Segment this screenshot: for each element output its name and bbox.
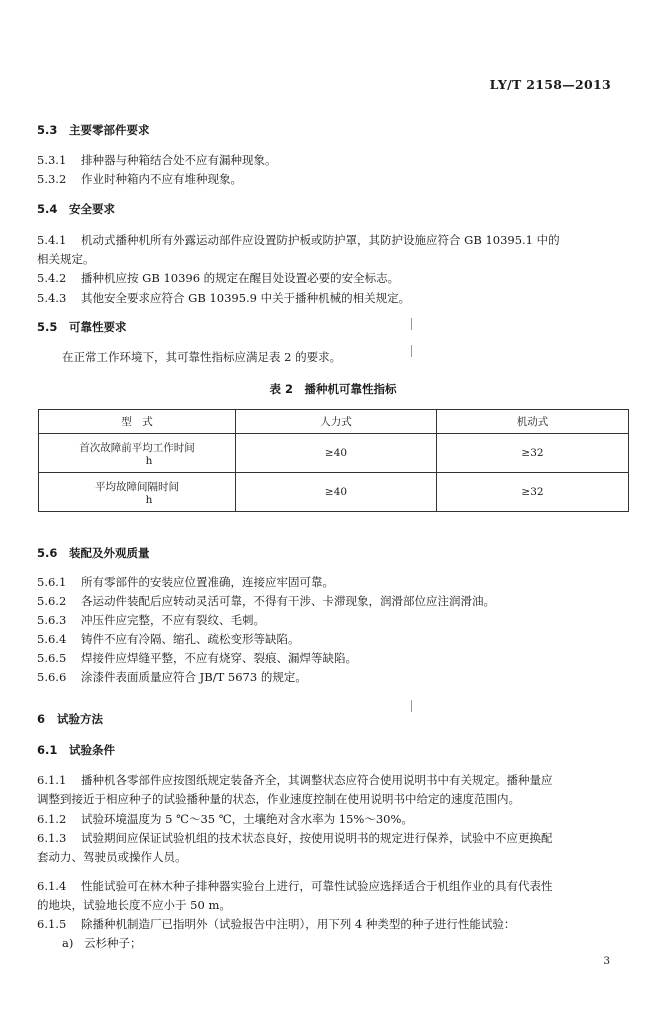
clause-number: 5.6.1: [37, 575, 67, 589]
clause-text: 排种器与种箱结合处不应有漏种现象。: [81, 153, 277, 167]
heading-5-6: [37, 544, 150, 563]
heading-title: 试验方法: [57, 712, 103, 726]
clause-number: 5.3.2: [37, 172, 67, 186]
clause-6-1-4-cont: 的地块，试验地长度不应小于 50 m。: [37, 898, 231, 912]
reliability-table: [38, 409, 629, 512]
clause-number: 6.1.5: [37, 917, 67, 931]
heading-number: 6.1: [37, 743, 58, 757]
clause-text: 冲压件应完整，不应有裂纹、毛刺。: [81, 613, 265, 627]
manual-value: ≥40: [236, 473, 437, 512]
list-marker: a): [62, 936, 74, 950]
clause-5-6-5: [37, 649, 357, 668]
clause-6-1-1-cont: 调整到接近于相应种子的试验播种量的状态，作业速度控制在使用说明书中给定的速度范围内。: [37, 792, 520, 806]
clause-number: 6.1.1: [37, 773, 67, 787]
heading-5-4: [37, 200, 115, 219]
clause-number: 5.3.1: [37, 153, 67, 167]
scan-mark: [411, 318, 412, 330]
clause-6-1-5: [37, 915, 515, 934]
clause-text: 所有零部件的安装应位置准确，连接应牢固可靠。: [81, 575, 334, 589]
table-row: [39, 473, 629, 512]
header-manual: 人力式: [236, 410, 437, 434]
header-powered: 机动式: [437, 410, 629, 434]
clause-5-4-1: [37, 231, 560, 250]
clause-6-1-1: [37, 771, 553, 790]
clause-6-1-4: [37, 877, 553, 896]
row-unit: h: [145, 454, 153, 467]
heading-number: 6: [37, 712, 46, 726]
clause-number: 5.6.5: [37, 651, 67, 665]
clause-5-6-1: [37, 573, 334, 592]
clause-5-3-2: [37, 170, 242, 189]
table-2-title: 表 2 播种机可靠性指标: [269, 382, 397, 396]
clause-5-6-3: [37, 611, 265, 630]
heading-number: 5.6: [37, 546, 58, 560]
heading-number: 5.5: [37, 320, 58, 334]
table-row: [39, 434, 629, 473]
list-item-a: [62, 934, 142, 953]
standard-code: LY/T 2158—2013: [489, 77, 611, 92]
clause-text: 性能试验可在林木种子排种器实验台上进行，可靠性试验应选择适合于机组作业的具有代表性: [81, 879, 553, 893]
clause-6-1-2: [37, 810, 413, 829]
heading-6: [37, 710, 103, 729]
heading-title: 装配及外观质量: [69, 546, 150, 560]
clause-5-6-6: [37, 668, 307, 687]
heading-5-5: [37, 318, 127, 337]
manual-value: ≥40: [236, 434, 437, 473]
clause-text: 机动式播种机所有外露运动部件应设置防护板或防护罩，其防护设施应符合 GB 10395.1 中的: [81, 233, 560, 247]
heading-title: 安全要求: [69, 202, 115, 216]
clause-6-1-3-cont: 套动力、驾驶员或操作人员。: [37, 850, 187, 864]
clause-text: 播种机应按 GB 10396 的规定在醒目处设置必要的安全标志。: [81, 271, 400, 285]
scan-mark: [411, 700, 412, 712]
heading-title: 主要零部件要求: [69, 123, 150, 137]
clause-text: 各运动件装配后应转动灵活可靠，不得有干涉、卡滞现象，润滑部位应注润滑油。: [81, 594, 495, 608]
clause-5-3-1: [37, 151, 277, 170]
clause-number: 5.4.1: [37, 233, 67, 247]
clause-text: 铸件不应有冷隔、缩孔、疏松变形等缺陷。: [81, 632, 300, 646]
list-text: 云杉种子；: [84, 936, 142, 950]
clause-text: 试验期间应保证试验机组的技术状态良好，按使用说明书的规定进行保养，试验中不应更换配: [81, 831, 553, 845]
clause-text: 试验环境温度为 5 ℃～35 ℃，土壤绝对含水率为 15%～30%。: [81, 812, 413, 826]
clause-number: 6.1.2: [37, 812, 67, 826]
row-label-cell: [39, 473, 236, 512]
clause-5-4-1-cont: 相关规定。: [37, 252, 95, 266]
clause-text: 其他安全要求应符合 GB 10395.9 中关于播种机械的相关规定。: [81, 291, 411, 305]
powered-value: ≥32: [437, 434, 629, 473]
heading-number: 5.3: [37, 123, 58, 137]
clause-number: 5.6.6: [37, 670, 67, 684]
row-unit: h: [145, 493, 153, 506]
heading-6-1: [37, 741, 115, 760]
heading-title: 试验条件: [69, 743, 115, 757]
clause-number: 6.1.4: [37, 879, 67, 893]
page-number: 3: [603, 955, 610, 967]
clause-text: 焊接件应焊缝平整，不应有烧穿、裂痕、漏焊等缺陷。: [81, 651, 357, 665]
heading-number: 5.4: [37, 202, 58, 216]
clause-text: 播种机各零部件应按图纸规定装备齐全，其调整状态应符合使用说明书中有关规定。播种量应: [81, 773, 553, 787]
clause-text: 涂漆件表面质量应符合 JB/T 5673 的规定。: [81, 670, 307, 684]
clause-6-1-3: [37, 829, 553, 848]
heading-5-3: [37, 121, 150, 140]
clause-5-6-2: [37, 592, 495, 611]
clause-number: 5.6.3: [37, 613, 67, 627]
clause-5-6-4: [37, 630, 300, 649]
clause-text: 作业时种箱内不应有堆种现象。: [81, 172, 242, 186]
clause-5-4-2: [37, 269, 399, 288]
clause-number: 5.6.4: [37, 632, 67, 646]
clause-number: 5.4.2: [37, 271, 67, 285]
row-label: 平均故障间隔时间: [95, 480, 179, 493]
clause-number: 5.4.3: [37, 291, 67, 305]
header-type: 型 式: [39, 410, 236, 434]
table-header-row: [39, 410, 629, 434]
clause-text: 除播种机制造厂已指明外（试验报告中注明），用下列 4 种类型的种子进行性能试验：: [81, 917, 516, 931]
reliability-intro: 在正常工作环境下，其可靠性指标应满足表 2 的要求。: [62, 350, 342, 364]
scan-mark: [411, 345, 412, 357]
heading-title: 可靠性要求: [69, 320, 127, 334]
powered-value: ≥32: [437, 473, 629, 512]
clause-5-4-3: [37, 289, 410, 308]
clause-number: 6.1.3: [37, 831, 67, 845]
row-label-cell: [39, 434, 236, 473]
row-label: 首次故障前平均工作时间: [79, 441, 195, 454]
clause-number: 5.6.2: [37, 594, 67, 608]
